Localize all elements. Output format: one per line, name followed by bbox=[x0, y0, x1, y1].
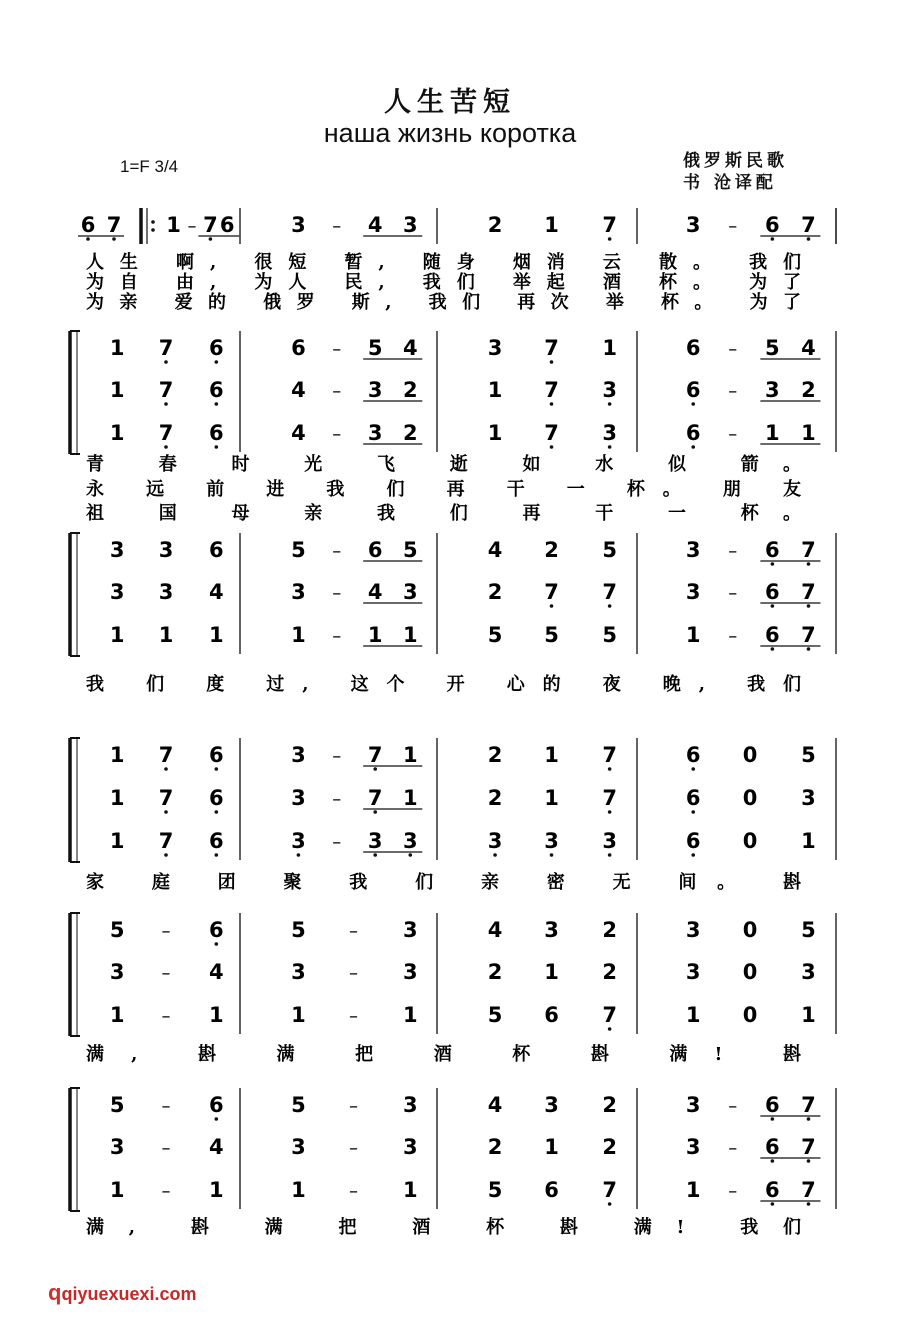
note: 3 bbox=[801, 786, 816, 810]
note: 7 bbox=[367, 786, 383, 810]
low-octave-dot bbox=[691, 402, 695, 406]
sustain-dash: – bbox=[161, 1096, 171, 1117]
low-octave-dot bbox=[807, 562, 811, 566]
song-title: 人生苦短 bbox=[384, 87, 516, 118]
system-3 bbox=[70, 533, 836, 695]
sustain-dash: – bbox=[332, 746, 342, 767]
note: 7 bbox=[602, 1178, 617, 1202]
note: 4 bbox=[801, 336, 816, 360]
note: 7 bbox=[158, 829, 174, 853]
note: 2 bbox=[402, 421, 418, 445]
note: 3 bbox=[685, 960, 701, 984]
note: 1 bbox=[685, 623, 701, 647]
sustain-dash: – bbox=[728, 583, 738, 604]
note: 1 bbox=[109, 421, 125, 445]
note: 1 bbox=[602, 336, 617, 360]
note: 7 bbox=[602, 213, 617, 237]
note: 1 bbox=[109, 743, 125, 767]
note: 3 bbox=[487, 829, 503, 853]
note: 3 bbox=[367, 829, 383, 853]
lyric-line: 满, 斟 满 把 酒 杯 斟 满! 我们 bbox=[86, 1217, 801, 1238]
note: 3 bbox=[291, 580, 306, 604]
sustain-dash: – bbox=[349, 963, 358, 984]
note: 2 bbox=[487, 580, 503, 604]
sustain-dash: – bbox=[349, 1006, 358, 1027]
note: 6 bbox=[209, 378, 224, 402]
note: 4 bbox=[367, 580, 383, 604]
note: 6 bbox=[291, 336, 306, 360]
sustain-dash: – bbox=[349, 1181, 358, 1202]
note: 3 bbox=[402, 1135, 418, 1159]
low-octave-dot bbox=[608, 1027, 612, 1031]
lyric-line: 为亲 爱的 俄罗 斯, 我们 再次 举 杯。 为了 bbox=[86, 292, 801, 313]
note: 7 bbox=[801, 623, 816, 647]
note: 3 bbox=[685, 918, 701, 942]
lyric-line: 人生 啊, 很短 暂, 随身 烟消 云 散。 我们 bbox=[86, 252, 801, 273]
note: 3 bbox=[402, 1093, 418, 1117]
system-5 bbox=[70, 913, 836, 1065]
sustain-dash: – bbox=[728, 1181, 738, 1202]
low-octave-dot bbox=[215, 360, 219, 364]
sustain-dash: – bbox=[161, 921, 171, 942]
low-octave-dot bbox=[493, 853, 497, 857]
note: 5 bbox=[602, 623, 617, 647]
note: 3 bbox=[602, 829, 617, 853]
lyric-line: 青 春 时 光 飞 逝 如 水 似 箭。 bbox=[86, 454, 801, 475]
note: 1 bbox=[109, 378, 125, 402]
sustain-dash: – bbox=[728, 1096, 738, 1117]
note: 4 bbox=[402, 336, 418, 360]
repeat-dot bbox=[151, 220, 155, 224]
note: 6 bbox=[219, 213, 235, 237]
note: 7 bbox=[602, 1003, 617, 1027]
note: 3 bbox=[402, 829, 418, 853]
note: 1 bbox=[801, 1003, 816, 1027]
note: 0 bbox=[742, 1003, 758, 1027]
note: 2 bbox=[487, 213, 503, 237]
low-octave-dot bbox=[373, 853, 377, 857]
note: 3 bbox=[487, 336, 503, 360]
note: 7 bbox=[602, 743, 617, 767]
note: 4 bbox=[487, 918, 503, 942]
low-octave-dot bbox=[691, 767, 695, 771]
note: 1 bbox=[402, 1003, 418, 1027]
note: 7 bbox=[801, 538, 816, 562]
note: 2 bbox=[602, 960, 617, 984]
note: 5 bbox=[801, 743, 816, 767]
low-octave-dot bbox=[691, 810, 695, 814]
note: 7 bbox=[203, 213, 218, 237]
note: 0 bbox=[742, 918, 758, 942]
note: 1 bbox=[544, 213, 559, 237]
note: 3 bbox=[109, 580, 125, 604]
sustain-dash: – bbox=[161, 963, 171, 984]
sustain-dash: – bbox=[332, 216, 342, 237]
note: 4 bbox=[487, 538, 503, 562]
sustain-dash: – bbox=[332, 381, 342, 402]
note: 7 bbox=[801, 1135, 816, 1159]
note: 1 bbox=[685, 1003, 701, 1027]
note: 4 bbox=[209, 960, 224, 984]
note: 1 bbox=[109, 1003, 125, 1027]
low-octave-dot bbox=[164, 402, 168, 406]
low-octave-dot bbox=[608, 853, 612, 857]
note: 3 bbox=[291, 960, 306, 984]
note: 3 bbox=[158, 580, 174, 604]
low-octave-dot bbox=[164, 853, 168, 857]
watermark: qqiyuexuexi.com bbox=[48, 1280, 197, 1305]
note: 3 bbox=[291, 829, 306, 853]
note: 6 bbox=[209, 336, 224, 360]
note: 1 bbox=[209, 1003, 224, 1027]
low-octave-dot bbox=[771, 237, 775, 241]
low-octave-dot bbox=[608, 445, 612, 449]
note: 6 bbox=[685, 378, 701, 402]
note: 7 bbox=[367, 743, 383, 767]
low-octave-dot bbox=[112, 237, 116, 241]
note: 3 bbox=[544, 1093, 559, 1117]
note: 1 bbox=[685, 1178, 701, 1202]
note: 3 bbox=[402, 580, 418, 604]
note: 1 bbox=[291, 1178, 306, 1202]
pickup-note: 6 bbox=[80, 213, 96, 237]
low-octave-dot bbox=[807, 1159, 811, 1163]
low-octave-dot bbox=[550, 402, 554, 406]
note: 3 bbox=[367, 378, 383, 402]
note: 4 bbox=[209, 580, 224, 604]
low-octave-dot bbox=[215, 853, 219, 857]
note: 1 bbox=[109, 336, 125, 360]
note: 4 bbox=[367, 213, 383, 237]
note: 3 bbox=[402, 960, 418, 984]
note: 3 bbox=[685, 1135, 701, 1159]
low-octave-dot bbox=[608, 402, 612, 406]
note: 1 bbox=[209, 1178, 224, 1202]
low-octave-dot bbox=[771, 1202, 775, 1206]
note: 5 bbox=[291, 538, 306, 562]
low-octave-dot bbox=[771, 1159, 775, 1163]
note: 0 bbox=[742, 786, 758, 810]
note: 3 bbox=[544, 918, 559, 942]
note: 1 bbox=[367, 623, 383, 647]
low-octave-dot bbox=[608, 767, 612, 771]
low-octave-dot bbox=[771, 604, 775, 608]
note: 5 bbox=[291, 1093, 306, 1117]
note: 5 bbox=[109, 918, 125, 942]
note: 6 bbox=[209, 829, 224, 853]
note: 1 bbox=[544, 786, 559, 810]
note: 1 bbox=[166, 213, 181, 237]
note: 6 bbox=[765, 580, 780, 604]
note: 1 bbox=[402, 743, 418, 767]
sustain-dash: – bbox=[728, 626, 738, 647]
note: 4 bbox=[209, 1135, 224, 1159]
low-octave-dot bbox=[215, 402, 219, 406]
low-octave-dot bbox=[215, 810, 219, 814]
note: 2 bbox=[602, 1135, 617, 1159]
low-octave-dot bbox=[297, 853, 301, 857]
note: 3 bbox=[402, 918, 418, 942]
low-octave-dot bbox=[771, 647, 775, 651]
sustain-dash: – bbox=[332, 424, 342, 445]
pickup-note: 7 bbox=[106, 213, 122, 237]
note: 1 bbox=[544, 743, 559, 767]
low-octave-dot bbox=[550, 360, 554, 364]
note: 2 bbox=[487, 786, 503, 810]
note: 7 bbox=[602, 786, 617, 810]
lyric-line: 家 庭 团 聚 我 们 亲 密 无 间。 斟 bbox=[86, 872, 802, 893]
note: 6 bbox=[209, 918, 224, 942]
note: 7 bbox=[544, 580, 559, 604]
low-octave-dot bbox=[215, 942, 219, 946]
lyric-line: 永 远 前 进 我 们 再 干 一 杯。 朋 友 bbox=[86, 479, 801, 500]
note: 3 bbox=[109, 1135, 125, 1159]
low-octave-dot bbox=[550, 445, 554, 449]
note: 6 bbox=[209, 1093, 224, 1117]
sustain-dash: – bbox=[332, 832, 342, 853]
note: 6 bbox=[367, 538, 383, 562]
low-octave-dot bbox=[408, 853, 412, 857]
note: 5 bbox=[291, 918, 306, 942]
sustain-dash: – bbox=[728, 1138, 738, 1159]
low-octave-dot bbox=[215, 1117, 219, 1121]
note: 0 bbox=[742, 743, 758, 767]
low-octave-dot bbox=[807, 1202, 811, 1206]
note: 6 bbox=[209, 743, 224, 767]
sustain-dash: – bbox=[332, 583, 342, 604]
note: 1 bbox=[801, 421, 816, 445]
note: 7 bbox=[544, 336, 559, 360]
note: 7 bbox=[158, 743, 174, 767]
note: 1 bbox=[765, 421, 780, 445]
lyric-line: 满, 斟 满 把 酒 杯 斟 满! 斟 bbox=[86, 1044, 801, 1065]
note: 5 bbox=[487, 1178, 503, 1202]
note: 1 bbox=[291, 623, 306, 647]
system-2 bbox=[70, 331, 836, 524]
sustain-dash: – bbox=[728, 216, 738, 237]
low-octave-dot bbox=[691, 445, 695, 449]
note: 2 bbox=[544, 538, 559, 562]
note: 3 bbox=[685, 580, 701, 604]
low-octave-dot bbox=[215, 767, 219, 771]
repeat-dot bbox=[151, 228, 155, 232]
sustain-dash: – bbox=[349, 1138, 358, 1159]
note: 7 bbox=[158, 336, 174, 360]
low-octave-dot bbox=[164, 810, 168, 814]
note: 5 bbox=[109, 1093, 125, 1117]
note: 5 bbox=[765, 336, 780, 360]
note: 4 bbox=[487, 1093, 503, 1117]
note: 6 bbox=[765, 213, 780, 237]
note: 3 bbox=[765, 378, 780, 402]
low-octave-dot bbox=[807, 1117, 811, 1121]
sustain-dash: – bbox=[728, 381, 738, 402]
song-subtitle-russian: наша жизнь коротка bbox=[323, 118, 577, 148]
note: 7 bbox=[158, 378, 174, 402]
note: 3 bbox=[685, 1093, 701, 1117]
low-octave-dot bbox=[550, 604, 554, 608]
note: 6 bbox=[544, 1003, 559, 1027]
note: 1 bbox=[291, 1003, 306, 1027]
low-octave-dot bbox=[86, 237, 90, 241]
note: 6 bbox=[209, 786, 224, 810]
low-octave-dot bbox=[164, 767, 168, 771]
note: 3 bbox=[602, 378, 617, 402]
note: 1 bbox=[402, 623, 418, 647]
low-octave-dot bbox=[771, 1117, 775, 1121]
note: 2 bbox=[402, 378, 418, 402]
note: 3 bbox=[291, 1135, 306, 1159]
note: 5 bbox=[544, 623, 559, 647]
note: 3 bbox=[801, 960, 816, 984]
note: 6 bbox=[765, 538, 780, 562]
system-4 bbox=[70, 738, 836, 893]
low-octave-dot bbox=[807, 647, 811, 651]
note: 0 bbox=[742, 960, 758, 984]
note: 6 bbox=[544, 1178, 559, 1202]
note: 1 bbox=[158, 623, 174, 647]
note: 1 bbox=[109, 1178, 125, 1202]
note: 2 bbox=[487, 1135, 503, 1159]
sustain-dash: – bbox=[332, 339, 342, 360]
sustain-dash: – bbox=[161, 1006, 171, 1027]
note: 6 bbox=[685, 829, 701, 853]
low-octave-dot bbox=[608, 810, 612, 814]
lyric-line: 我 们 度 过, 这个 开 心的 夜 晚, 我们 bbox=[86, 674, 801, 695]
system-6 bbox=[70, 1088, 836, 1238]
sustain-dash: – bbox=[161, 1138, 171, 1159]
note: 3 bbox=[367, 421, 383, 445]
note: 1 bbox=[402, 1178, 418, 1202]
sustain-dash: – bbox=[161, 1181, 171, 1202]
note: 3 bbox=[291, 743, 306, 767]
low-octave-dot bbox=[608, 237, 612, 241]
lyric-line: 祖 国 母 亲 我 们 再 干 一 杯。 bbox=[86, 503, 801, 524]
note: 6 bbox=[685, 786, 701, 810]
note: 5 bbox=[487, 623, 503, 647]
note: 7 bbox=[544, 421, 559, 445]
note: 4 bbox=[291, 378, 306, 402]
note: 6 bbox=[765, 623, 780, 647]
note: 5 bbox=[367, 336, 383, 360]
sustain-dash: – bbox=[349, 1096, 358, 1117]
low-octave-dot bbox=[209, 237, 213, 241]
note: 7 bbox=[158, 786, 174, 810]
note: 4 bbox=[291, 421, 306, 445]
low-octave-dot bbox=[164, 445, 168, 449]
note: 7 bbox=[801, 213, 816, 237]
note: 1 bbox=[487, 421, 503, 445]
sustain-dash: – bbox=[728, 424, 738, 445]
low-octave-dot bbox=[215, 445, 219, 449]
note: 3 bbox=[544, 829, 559, 853]
note: 1 bbox=[109, 829, 125, 853]
low-octave-dot bbox=[608, 604, 612, 608]
note: 1 bbox=[109, 786, 125, 810]
note: 1 bbox=[209, 623, 224, 647]
note: 3 bbox=[109, 538, 125, 562]
sustain-dash: – bbox=[728, 339, 738, 360]
note: 7 bbox=[602, 580, 617, 604]
note: 7 bbox=[158, 421, 174, 445]
sustain-dash: – bbox=[332, 541, 342, 562]
note: 2 bbox=[487, 960, 503, 984]
lyric-line: 为自 由, 为人 民, 我们 举起 酒 杯。 为了 bbox=[86, 272, 801, 293]
note: 6 bbox=[685, 336, 701, 360]
low-octave-dot bbox=[807, 604, 811, 608]
note: 5 bbox=[602, 538, 617, 562]
credit-origin: 俄罗斯民歌 bbox=[683, 151, 788, 171]
sustain-dash: – bbox=[728, 541, 738, 562]
sustain-dash: – bbox=[332, 626, 342, 647]
note: 3 bbox=[109, 960, 125, 984]
note: 2 bbox=[487, 743, 503, 767]
note: 3 bbox=[685, 213, 701, 237]
system-1 bbox=[78, 208, 836, 313]
note: 6 bbox=[685, 421, 701, 445]
sustain-dash: – bbox=[332, 789, 342, 810]
note: 3 bbox=[402, 213, 418, 237]
note: 0 bbox=[742, 829, 758, 853]
sustain-dash: – bbox=[349, 921, 358, 942]
note: 3 bbox=[291, 213, 306, 237]
low-octave-dot bbox=[691, 853, 695, 857]
credit-translator: 书 沧译配 bbox=[683, 173, 777, 193]
low-octave-dot bbox=[550, 853, 554, 857]
note: 5 bbox=[487, 1003, 503, 1027]
note: 7 bbox=[801, 1093, 816, 1117]
note: 6 bbox=[209, 421, 224, 445]
note: 6 bbox=[765, 1178, 780, 1202]
note: 3 bbox=[291, 786, 306, 810]
note: 2 bbox=[602, 918, 617, 942]
note: 7 bbox=[801, 1178, 816, 1202]
note: 6 bbox=[685, 743, 701, 767]
note: 3 bbox=[602, 421, 617, 445]
key-signature: 1=F 3/4 bbox=[120, 157, 179, 176]
low-octave-dot bbox=[771, 562, 775, 566]
note: 1 bbox=[544, 960, 559, 984]
note: 7 bbox=[544, 378, 559, 402]
note: 5 bbox=[801, 918, 816, 942]
note: 5 bbox=[402, 538, 418, 562]
low-octave-dot bbox=[373, 767, 377, 771]
low-octave-dot bbox=[608, 1202, 612, 1206]
note: 1 bbox=[109, 623, 125, 647]
note: 1 bbox=[801, 829, 816, 853]
low-octave-dot bbox=[373, 810, 377, 814]
low-octave-dot bbox=[807, 237, 811, 241]
low-octave-dot bbox=[164, 360, 168, 364]
note: 6 bbox=[765, 1093, 780, 1117]
note: 2 bbox=[602, 1093, 617, 1117]
sustain-dash: – bbox=[187, 216, 197, 237]
note: 3 bbox=[158, 538, 174, 562]
note: 2 bbox=[801, 378, 816, 402]
note: 1 bbox=[487, 378, 503, 402]
note: 1 bbox=[402, 786, 418, 810]
note: 3 bbox=[685, 538, 701, 562]
note: 6 bbox=[765, 1135, 780, 1159]
note: 7 bbox=[801, 580, 816, 604]
note: 6 bbox=[209, 538, 224, 562]
note: 1 bbox=[544, 1135, 559, 1159]
